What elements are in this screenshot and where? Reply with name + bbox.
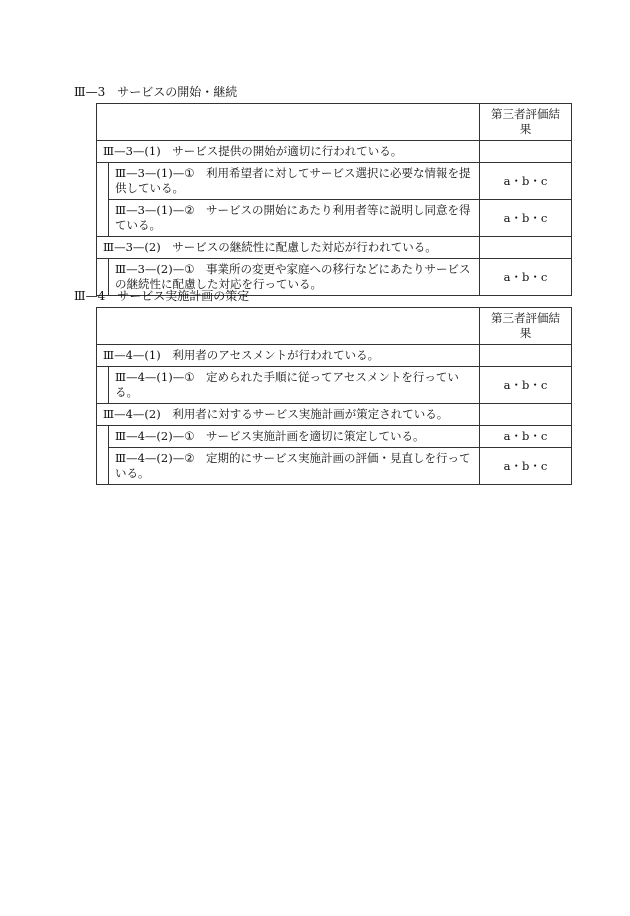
group-result-blank [480, 404, 572, 426]
group-result-blank [480, 345, 572, 367]
result-header: 第三者評価結果 [480, 308, 572, 345]
item-text: Ⅲ—4—(2)—① サービス実施計画を適切に策定している。 [109, 426, 480, 448]
item-row [97, 200, 572, 237]
section-title: Ⅲ—3 サービスの開始・継続 [74, 85, 238, 99]
table-header-row [97, 104, 572, 141]
item-text: Ⅲ—4—(1)—① 定められた手順に従ってアセスメントを行っている。 [109, 367, 480, 404]
item-row [97, 448, 572, 485]
group-label: Ⅲ—3—(1) サービス提供の開始が適切に行われている。 [97, 141, 480, 163]
score-options: a・b・c [480, 259, 572, 296]
group-result-blank [480, 141, 572, 163]
item-text: Ⅲ—4—(2)—② 定期的にサービス実施計画の評価・見直しを行っている。 [109, 448, 480, 485]
score-options: a・b・c [480, 426, 572, 448]
group-label: Ⅲ—4—(1) 利用者のアセスメントが行われている。 [97, 345, 480, 367]
item-row [97, 426, 572, 448]
group-row [97, 404, 572, 426]
item-text: Ⅲ—3—(1)—② サービスの開始にあたり利用者等に説明し同意を得ている。 [109, 200, 480, 237]
score-options: a・b・c [480, 163, 572, 200]
group-row [97, 141, 572, 163]
section-3 [74, 82, 572, 296]
header-blank-cell [97, 104, 480, 141]
group-row [97, 237, 572, 259]
evaluation-table [96, 307, 572, 485]
item-row [97, 367, 572, 404]
section-title: Ⅲ—4 サービス実施計画の策定 [74, 289, 250, 303]
item-text: Ⅲ—3—(1)—① 利用希望者に対してサービス選択に必要な情報を提供している。 [109, 163, 480, 200]
score-options: a・b・c [480, 367, 572, 404]
table-header-row [97, 308, 572, 345]
group-result-blank [480, 237, 572, 259]
result-header: 第三者評価結果 [480, 104, 572, 141]
group-label: Ⅲ—4—(2) 利用者に対するサービス実施計画が策定されている。 [97, 404, 480, 426]
item-text: Ⅲ—3—(2)—① 事業所の変更や家庭への移行などにあたりサービスの継続性に配慮した対応を行っている。 [109, 259, 480, 296]
group-row [97, 345, 572, 367]
header-blank-cell [97, 308, 480, 345]
evaluation-table [96, 103, 572, 296]
item-row [97, 163, 572, 200]
section-4 [74, 286, 572, 485]
group-label: Ⅲ—3—(2) サービスの継続性に配慮した対応が行われている。 [97, 237, 480, 259]
score-options: a・b・c [480, 200, 572, 237]
score-options: a・b・c [480, 448, 572, 485]
